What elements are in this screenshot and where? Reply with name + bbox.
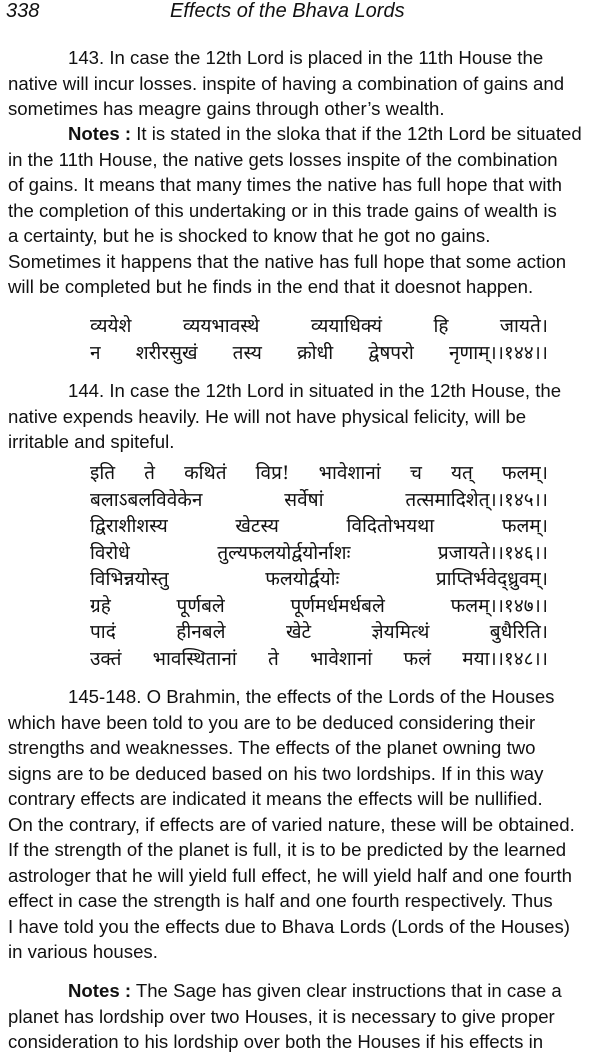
verse-word: भावेशानां [310,647,373,670]
verse-word: भावेशानां [318,462,381,484]
verse-word: प्रजायते।।१४६।। [437,541,548,564]
verse-word: ज्ञेयमित्थं [371,621,430,643]
text-line: Sometimes it happens that the native has full hope that some action [8,250,567,272]
sanskrit-verse-144 [90,313,548,366]
sanskrit-verses-145-148 [90,460,548,672]
verse-word: शरीरसुखं [135,341,198,364]
text-line [8,121,594,147]
text-line: native will incur losses. inspite of having a combination of gains and [8,72,565,94]
verse-word: सर्वेषां [284,488,324,511]
verse-line [90,593,548,620]
text-line: which have been told to you are to be deduced considering their [8,711,536,733]
text-line: effect in case the strength is half and one fourth respectively. Thus [8,890,553,911]
verse-word: जायते। [499,315,548,337]
verse-word: फलं [403,647,431,670]
verse-word: खेटस्य [235,515,279,537]
verse-word: फलम्। [501,462,548,484]
text-line: contrary effects are indicated it means the effects will be nullified. [8,788,543,809]
verse-line [90,646,548,673]
verse-word: च [409,462,422,484]
verse-word: हीनबले [176,621,226,643]
text-line: 145-148. O Brahmin, the effects of the Lords of the Houses [68,686,555,707]
running-title: Effects of the Bhava Lords [170,0,405,22]
verse-word: खेटे [285,621,312,643]
verse-word: ते [268,647,279,670]
verse-word: तस्य [232,341,262,364]
verse-line [90,487,548,514]
verse-word: विप्र! [255,462,290,484]
verse-word: उक्तं [90,647,122,670]
verse-line [90,619,548,646]
text-line: 144. In case the 12th Lord in situated in the 12th House, the [68,380,562,401]
notes-text: The Sage has given clear instructions that in case a [131,980,562,1001]
text-line: signs are to be deduced based on his two lordships. If in this way [8,762,544,784]
verse-word: हि [433,315,449,337]
verse-line [90,313,548,340]
verse-word: बुधैरिति। [489,621,548,643]
verse-word: भावस्थितानां [152,647,237,670]
text-line: in various houses. [8,941,158,962]
verse-word: विदितोभयथा [346,515,435,537]
verse-word: प्राप्तिर्भवेद्ध्रुवम्। [435,568,548,590]
notes-145-148 [8,978,594,1055]
verse-line [90,566,548,593]
page-number: 338 [6,0,40,22]
verse-word: ते [144,462,155,484]
text-line: On the contrary, if effects are of varied nature, these will be obtained. [8,813,575,835]
text-line: If the strength of the planet is full, it is to be predicted by the learned [8,839,567,860]
notes-143 [8,121,594,300]
verse-line [90,513,548,540]
verse-word: फलम्। [501,515,548,537]
text-line: astrologer that he will yield full effect, he will yield half and one fourth [8,864,572,886]
text-line: a certainty, but he is shocked to know that he got no gains. [8,225,491,246]
verse-word: यत् [450,462,473,484]
verse-word: फलम्।।१४७।। [450,594,548,617]
verse-word: विरोधे [90,541,130,564]
text-line: planet has lordship over two Houses, it is necessary to give proper [8,1005,555,1027]
text-line: the completion of this undertaking or in this trade gains of wealth is [8,199,557,221]
text-line: sometimes has meagre gains through other’s wealth. [8,98,445,119]
verse-word: विभिन्नयोस्तु [90,568,169,590]
verse-word: फलयोर्द्वयोः [265,568,340,590]
verse-line [90,340,548,367]
verse-word: व्ययाधिक्यं [310,315,383,337]
verse-word: बलाऽबलविवेकेन [90,488,203,511]
text-line: will be completed but he finds in the end that it doesnot happen. [8,276,534,297]
page-header [0,0,600,24]
verse-word: द्विराशीशस्य [90,515,168,537]
verse-word: पूर्णबले [176,594,225,617]
text-line: in the 11th House, the native gets losses inspite of the combination [8,148,558,170]
text-line: irritable and spiteful. [8,431,175,452]
verse-word: पादं [90,621,116,643]
text-line: native expends heavily. He will not have physical felicity, will be [8,405,527,427]
verse-word: इति [90,462,116,484]
text-line [8,978,594,1004]
text-line: consideration to his lordship over both the Houses if his effects in [8,1031,544,1052]
verse-word: व्ययभावस्थे [182,315,260,337]
paragraph-145-148 [8,684,594,965]
text-line: I have told you the effects due to Bhava Lords (Lords of the Houses) [8,915,570,937]
text-line: strengths and weaknesses. The effects of the planet owning two [8,737,536,758]
notes-label: Notes : [68,123,132,144]
notes-label: Notes : [68,980,132,1001]
paragraph-143 [8,45,594,122]
verse-word: तत्समादिशेत्।।१४५।। [405,488,548,511]
paragraph-144 [8,378,594,455]
verse-word: नृणाम्।।१४४।। [448,341,548,364]
verse-word: न [90,341,101,364]
verse-word: तुल्यफलयोर्द्वयोर्नाशः [217,541,351,564]
verse-line [90,540,548,567]
notes-text: It is stated in the sloka that if the 12th Lord be situated [131,123,582,144]
verse-word: पूर्णमर्धमर्धबले [290,594,385,617]
verse-word: क्रोधी [297,341,334,364]
verse-word: ग्रहे [90,594,111,617]
text-line: 143. In case the 12th Lord is placed in the 11th House the [68,47,544,68]
verse-word: व्ययेशे [90,315,132,337]
verse-line [90,460,548,487]
text-line: of gains. It means that many times the native has full hope that with [8,174,562,195]
verse-word: कथितं [184,462,227,484]
verse-word: द्वेषपरो [368,341,414,364]
verse-word: मया।।१४८।। [462,647,548,670]
